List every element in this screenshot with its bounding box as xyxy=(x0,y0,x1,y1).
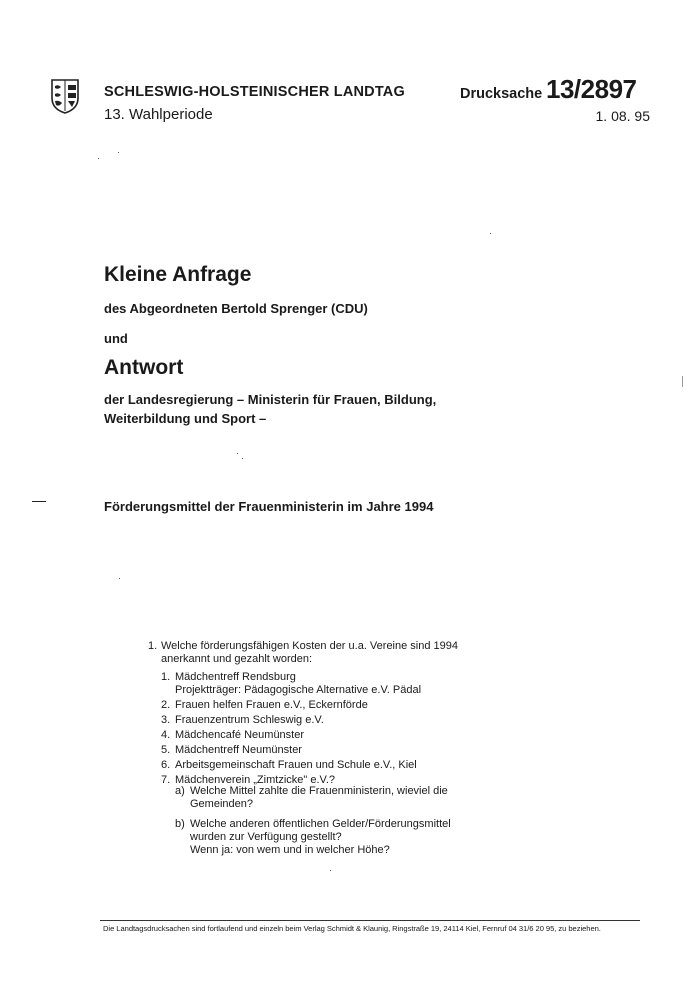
association-list xyxy=(161,671,481,789)
kleine-anfrage-heading: Kleine Anfrage xyxy=(104,263,252,286)
list-item: 1. Mädchentreff Rendsburg Projektträger: Pädagogische Alternative e.V. Pädal xyxy=(161,671,422,696)
question-number: 1. xyxy=(148,640,158,652)
coat-of-arms-icon xyxy=(50,78,80,114)
list-item: 3. Frauenzentrum Schleswig e.V. xyxy=(161,714,324,726)
respondent-line: der Landesregierung – Ministerin für Frauen, Bildung, Weiterbildung und Sport – xyxy=(104,392,437,426)
scan-speck xyxy=(98,158,99,159)
subquestion-b: b) Welche anderen öffentlichen Gelder/Förderungsmittel wurden zur Verfügung gestellt? Wenn ja: von wem und in welcher Höhe? xyxy=(175,818,451,856)
scan-speck xyxy=(242,458,243,459)
subquestion-a: a) Welche Mittel zahlte die Frauenministerin, wieviel die Gemeinden? xyxy=(175,785,448,810)
list-item: 4. Mädchencafé Neumünster xyxy=(161,729,305,741)
subquestion-list xyxy=(175,785,467,864)
list-item: 2. Frauen helfen Frauen e.V., Eckernförde xyxy=(161,699,368,711)
footer-note: Die Landtagsdrucksachen sind fortlaufend und einzeln beim Verlag Schmidt & Klaunig, Ringstraße 19, 24114 Kiel, Fernruf 04 31/6 20 95, zu beziehen. xyxy=(103,924,601,933)
list-item: 6. Arbeitsgemeinschaft Frauen und Schule e.V., Kiel xyxy=(161,759,417,771)
topic-heading: Förderungsmittel der Frauenministerin im Jahre 1994 xyxy=(104,499,434,514)
list-item: 7. Mädchenverein „Zimtzicke" e.V.? xyxy=(161,774,336,786)
question-1 xyxy=(148,640,468,666)
and-line: und xyxy=(104,331,128,346)
document-date: 1. 08. 95 xyxy=(595,108,650,124)
drucksache-number: 13/2897 xyxy=(546,74,637,104)
scan-mark xyxy=(682,376,683,387)
scan-speck xyxy=(118,152,119,153)
questioner-line: des Abgeordneten Bertold Sprenger (CDU) xyxy=(104,301,368,316)
scan-speck xyxy=(330,870,331,871)
footer-rule xyxy=(100,920,640,921)
scan-speck xyxy=(237,453,238,454)
election-period: 13. Wahlperiode xyxy=(104,106,213,123)
antwort-heading: Antwort xyxy=(104,356,184,379)
question-text: Welche förderungsfähigen Kosten der u.a. Vereine sind 1994 anerkannt und gezahlt worden: xyxy=(161,640,458,665)
list-item: 5. Mädchentreff Neumünster xyxy=(161,744,302,756)
organization-name: SCHLESWIG-HOLSTEINISCHER LANDTAG xyxy=(104,84,405,100)
scan-speck xyxy=(119,578,120,579)
drucksache-label: Drucksache xyxy=(460,86,543,102)
scan-speck xyxy=(490,233,491,234)
margin-dash xyxy=(32,501,46,502)
